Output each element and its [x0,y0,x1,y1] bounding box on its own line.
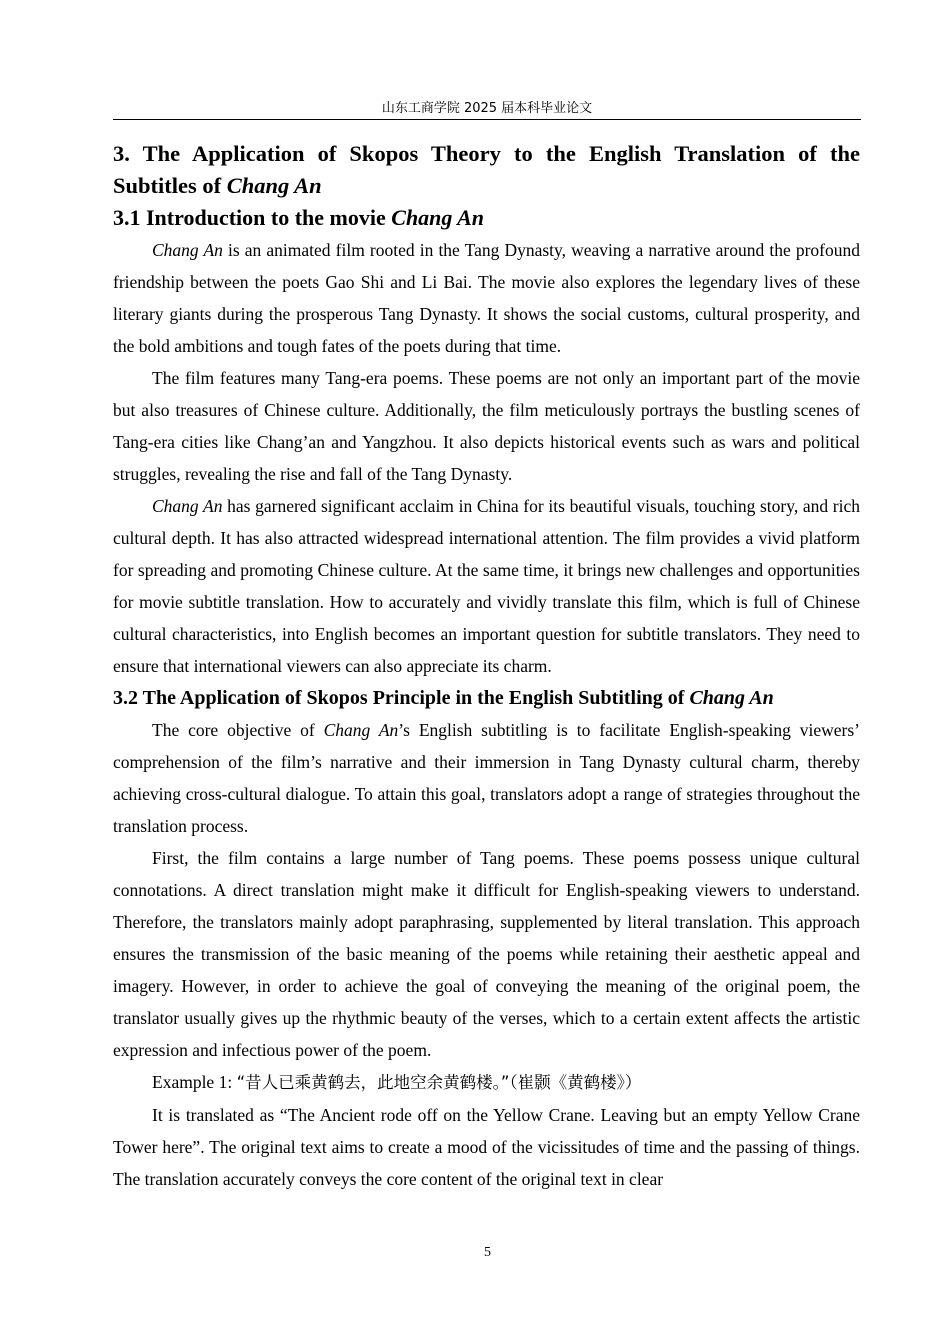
page-number: 5 [484,1245,491,1260]
paragraph-intro-1 [113,234,860,362]
running-header: 山东工商学院 2025 届本科毕业论文 [381,101,593,116]
film-title-italic: Chang An [152,240,223,260]
chapter-title-text: 3. The Application of Skopos Theory to the English Translation of the Subtitles of [113,141,860,198]
chapter-title [113,138,860,202]
paragraph-text: The core objective of [152,720,324,740]
paragraph-intro-2: The film features many Tang-era poems. These poems are not only an important part of the movie but also treasures of Chinese culture. Additionally, the film meticulously portrays the bustling scenes of Tang-era cities like Chang’an and Yangzhou. It also depicts historical events such as wars and political struggles, revealing the rise and fall of the Tang Dynasty. [113,368,860,484]
film-title-italic: Chang An [323,720,399,740]
page-body [113,138,860,1195]
chapter-title-italic: Chang An [226,173,322,198]
section-3-2-title-text: 3.2 The Application of Skopos Principle in the English Subtitling of [113,687,685,709]
section-3-2-title [113,682,860,714]
paragraph-intro-3 [113,490,860,682]
example-1 [113,1066,860,1099]
section-3-1-title [113,202,860,234]
paragraph-text: ’s English subtitling is to facilitate English-speaking viewers’ comprehension of the film’s narrative and their immersion in Tang Dynasty cultural charm, thereby achieving cross-cultural dialogue. To attain this goal, translators adopt a range of strategies throughout the translation process. [113,720,860,836]
header-rule [113,119,861,120]
paragraph-text: is an animated film rooted in the Tang Dynasty, weaving a narrative around the profound friendship between the poets Gao Shi and Li Bai. The movie also explores the legendary lives of these literary giants during the prosperous Tang Dynasty. It shows the social customs, cultural prosperity, and the bold ambitions and tough fates of the poets during that time. [113,240,860,356]
example-chinese-text: “昔人已乘黄鹤去，此地空余黄鹤楼。”（崔颢《黄鹤楼》） [236,1073,642,1092]
film-title-italic: Chang An [152,496,223,516]
section-3-1-title-italic: Chang An [391,205,485,230]
paragraph-skopos-3: It is translated as “The Ancient rode off on the Yellow Crane. Leaving but an empty Yellow Crane Tower here”. The original text aims to create a mood of the vicissitudes of time and the passing of things. The translation accurately conveys the core content of the original text in clear [113,1105,860,1189]
paragraph-skopos-1 [113,714,860,842]
example-label: Example 1: [152,1072,237,1092]
section-3-2-title-italic: Chang An [689,687,774,709]
section-3-1-title-text: 3.1 Introduction to the movie [113,205,386,230]
paragraph-text: has garnered significant acclaim in China for its beautiful visuals, touching story, and rich cultural depth. It has also attracted widespread international attention. The film provides a vivid platform for spreading and promoting Chinese culture. At the same time, it brings new challenges and opportunities for movie subtitle translation. How to accurately and vividly translate this film, which is full of Chinese cultural characteristics, into English becomes an important question for subtitle translators. They need to ensure that international viewers can also appreciate its charm. [113,496,861,676]
paragraph-skopos-2: First, the film contains a large number of Tang poems. These poems possess unique cultural connotations. A direct translation might make it difficult for English-speaking viewers to understand. Therefore, the translators mainly adopt paraphrasing, supplemented by literal translation. This approach ensures the transmission of the basic meaning of the poems while retaining their aesthetic appeal and imagery. However, in order to achieve the goal of conveying the meaning of the original poem, the translator usually gives up the rhythmic beauty of the verses, which to a certain extent affects the artistic expression and infectious power of the poem. [113,848,860,1060]
